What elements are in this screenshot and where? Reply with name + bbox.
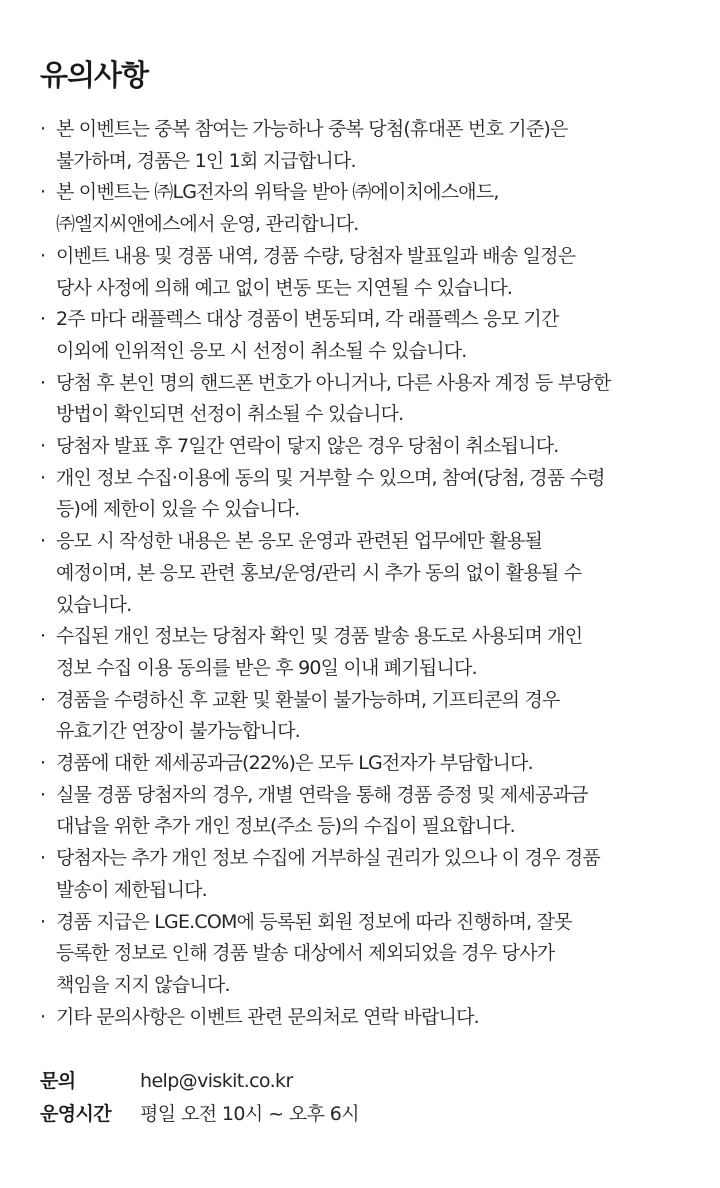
hours-value: 평일 오전 10시 ~ 오후 6시 xyxy=(140,1103,360,1126)
notice-text-line: 유효기간 연장이 불가능합니다. xyxy=(56,720,300,743)
notice-text-line: 등)에 제한이 있을 수 있습니다. xyxy=(56,498,300,521)
bullet-dot: · xyxy=(40,530,46,553)
notice-item xyxy=(40,780,684,843)
bullet-dot: · xyxy=(40,688,46,711)
notice-item xyxy=(40,685,684,748)
bullet-dot: · xyxy=(40,466,46,489)
bullet-dot: · xyxy=(40,435,46,458)
hours-label: 운영시간 xyxy=(40,1103,112,1126)
notice-item xyxy=(40,431,684,463)
notice-text-line: 당첨 후 본인 명의 핸드폰 번호가 아니거나, 다른 사용자 계정 등 부당한 xyxy=(56,371,611,394)
notice-text-line: 개인 정보 수집·이용에 동의 및 거부할 수 있으며, 참여(당첨, 경품 수령 xyxy=(56,466,605,489)
inquiry-label: 문의 xyxy=(40,1070,76,1093)
notice-item xyxy=(40,621,684,684)
page-title: 유의사항 xyxy=(40,58,149,92)
bullet-dot: · xyxy=(40,308,46,331)
notice-item xyxy=(40,368,684,431)
notice-text-line: 기타 문의사항은 이벤트 관련 문의처로 연락 바랍니다. xyxy=(56,1005,479,1028)
notice-text-line: 예정이며, 본 응모 관련 홍보/운영/관리 시 추가 동의 없이 활용될 수 xyxy=(56,561,582,584)
notice-text-line: 경품에 대한 제세공과금(22%)은 모두 LG전자가 부담합니다. xyxy=(56,752,533,775)
notice-item xyxy=(40,526,684,621)
notice-text-line: 실물 경품 당첨자의 경우, 개별 연락을 통해 경품 증정 및 제세공과금 xyxy=(56,783,588,806)
notice-text-line: 이벤트 내용 및 경품 내역, 경품 수량, 당첨자 발표일과 배송 일정은 xyxy=(56,244,576,267)
notice-item xyxy=(40,907,684,1002)
notice-text-line: 당첨자는 추가 개인 정보 수집에 거부하실 권리가 있으나 이 경우 경품 xyxy=(56,847,600,870)
inquiry-row xyxy=(40,1065,684,1098)
notice-item xyxy=(40,177,684,240)
notice-text-line: 발송이 제한됩니다. xyxy=(56,878,207,901)
bullet-dot: · xyxy=(40,181,46,204)
notice-text-line: 정보 수집 이용 동의를 받은 후 90일 이내 폐기됩니다. xyxy=(56,656,477,679)
inquiry-email: help@viskit.co.kr xyxy=(140,1070,293,1093)
bullet-dot: · xyxy=(40,371,46,394)
notice-text-line: 대납을 위한 추가 개인 정보(주소 등)의 수집이 필요합니다. xyxy=(56,815,515,838)
notice-item xyxy=(40,241,684,304)
notice-text-line: 수집된 개인 정보는 당첨자 확인 및 경품 발송 용도로 사용되며 개인 xyxy=(56,625,583,648)
bullet-dot: · xyxy=(40,910,46,933)
notice-item xyxy=(40,304,684,367)
notice-text-line: 있습니다. xyxy=(56,593,132,616)
contact-section xyxy=(40,1065,684,1131)
bullet-dot: · xyxy=(40,783,46,806)
bullet-dot: · xyxy=(40,752,46,775)
notice-text-line: 당첨자 발표 후 7일간 연락이 닿지 않은 경우 당첨이 취소됩니다. xyxy=(56,435,559,458)
notice-text-line: 2주 마다 래플렉스 대상 경품이 변동되며, 각 래플렉스 응모 기간 xyxy=(56,308,559,331)
notice-item xyxy=(40,114,684,177)
notice-item xyxy=(40,748,684,780)
notice-text-line: 등록한 정보로 인해 경품 발송 대상에서 제외되었을 경우 당사가 xyxy=(56,942,555,965)
notice-item xyxy=(40,1002,684,1034)
notice-text-line: 방법이 확인되면 선정이 취소될 수 있습니다. xyxy=(56,403,404,426)
notice-text-line: 책임을 지지 않습니다. xyxy=(56,973,230,996)
notice-list xyxy=(40,114,684,1033)
bullet-dot: · xyxy=(40,244,46,267)
bullet-dot: · xyxy=(40,1005,46,1028)
notice-text-line: 이외에 인위적인 응모 시 선정이 취소될 수 있습니다. xyxy=(56,339,467,362)
notice-item xyxy=(40,843,684,906)
notice-text-line: 본 이벤트는 ㈜LG전자의 위탁을 받아 ㈜에이치에스애드, xyxy=(56,181,499,204)
bullet-dot: · xyxy=(40,847,46,870)
notice-text-line: 경품 지급은 LGE.COM에 등록된 회원 정보에 따라 진행하며, 잘못 xyxy=(56,910,572,933)
hours-row xyxy=(40,1098,684,1131)
notice-text-line: 경품을 수령하신 후 교환 및 환불이 불가능하며, 기프티콘의 경우 xyxy=(56,688,560,711)
bullet-dot: · xyxy=(40,118,46,140)
notice-text-line: 본 이벤트는 중복 참여는 가능하나 중복 당첨(휴대폰 번호 기준)은 xyxy=(56,118,568,140)
notice-text-line: ㈜엘지씨앤에스에서 운영, 관리합니다. xyxy=(56,213,359,236)
notice-text-line: 불가하며, 경품은 1인 1회 지급합니다. xyxy=(56,149,356,172)
notice-text-line: 응모 시 작성한 내용은 본 응모 운영과 관련된 업무에만 활용될 xyxy=(56,530,543,553)
notice-item xyxy=(40,463,684,526)
notice-text-line: 당사 사정에 의해 예고 없이 변동 또는 지연될 수 있습니다. xyxy=(56,276,513,299)
bullet-dot: · xyxy=(40,625,46,648)
